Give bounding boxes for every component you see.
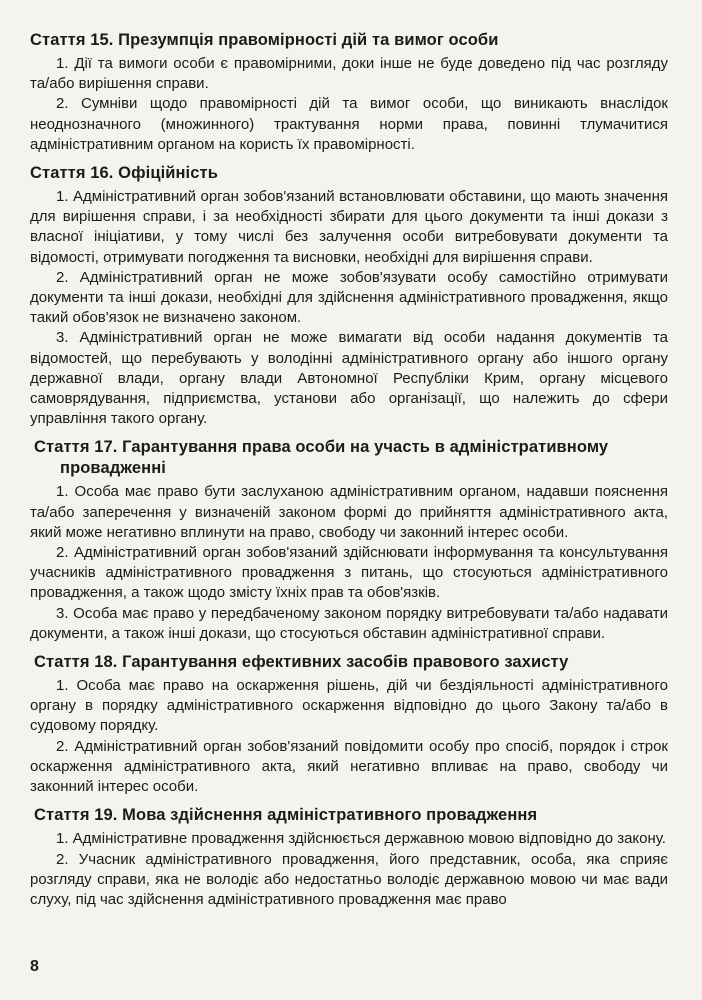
article-paragraph: 1. Особа має право на оскарження рішень, дій чи бездіяльності адміністративного органу в порядку адміністративного оскарження відповідно до цього Закону та/або в судовому порядку. — [30, 677, 668, 735]
article-paragraph: 2. Адміністративний орган зобов'язаний повідомити особу про спосіб, порядок і строк оскарження адміністративного акта, який негативно впливає на право, свободу чи законний інтерес особи. — [30, 737, 668, 796]
article-17 — [30, 437, 668, 644]
article-heading-continuation: провадженні — [60, 459, 166, 478]
article-paragraph: 2. Учасник адміністративного провадження, його представник, особа, яка сприяє розгляду справи, яка не володіє або недостатньо володіє державною мовою чи має вади слуху, під час здійснення адміністративного провадження має право — [30, 850, 668, 908]
article-paragraph: 3. Адміністративний орган не може вимагати від особи надання документів та відомостей, що перебувають у володінні адміністративного органу або іншого органу державної влади, органу влади Автономної Республіки Крим, органу місцевого самоврядування, підприємства, установи або організації, що належить до сфери управління такого органу. — [30, 329, 668, 428]
article-18 — [30, 652, 668, 797]
article-paragraph: 1. Дії та вимоги особи є правомірними, доки інше не буде доведено під час розгляду та/або вирішення справи. — [30, 55, 668, 93]
article-19 — [30, 805, 668, 910]
article-paragraph: 1. Особа має право бути заслуханою адміністративним органом, надавши пояснення та/або заперечення у визначеній законом формі до прийняття адміністративного акта, який може негативно вплинути на право, свободу чи законний інтерес особи. — [30, 483, 668, 541]
article-16 — [30, 163, 668, 429]
article-heading: Стаття 16. Офіційність — [30, 164, 218, 183]
article-heading-line: Стаття 17. Гарантування права особи на участь в адміністративному — [34, 438, 609, 457]
article-heading: Стаття 15. Презумпція правомірності дій та вимог особи — [30, 31, 499, 49]
article-paragraph: 2. Сумніви щодо правомірності дій та вимог особи, що виникають внаслідок неоднозначного (множинного) трактування норми права, повинні тлумачитися адміністративним органом на користь їх правомірності. — [30, 95, 668, 153]
article-paragraph: 1. Адміністративне провадження здійснюється державною мовою відповідно до закону. — [56, 830, 666, 848]
article-15 — [30, 30, 668, 155]
article-heading: Стаття 19. Мова здійснення адміністративного провадження — [34, 806, 538, 825]
page-number: 8 — [30, 958, 39, 975]
article-paragraph: 2. Адміністративний орган зобов'язаний здійснювати інформування та консультування учасників адміністративного провадження з питань, що стосуються адміністративного провадження, а також щодо змісту їхніх прав та обов'язків. — [30, 544, 668, 602]
article-heading — [30, 437, 668, 479]
article-heading: Стаття 18. Гарантування ефективних засобів правового захисту — [34, 653, 569, 672]
article-paragraph: 3. Особа має право у передбаченому законом порядку витребовувати та/або надавати документи, а також інші докази, що стосуються обставин адміністративної справи. — [30, 604, 668, 642]
article-paragraph: 2. Адміністративний орган не може зобов'язувати особу самостійно отримувати документи та інші докази, необхідні для здійснення адміністративного провадження, якщо такий обов'язок не визначено законом. — [30, 268, 668, 327]
article-paragraph: 1. Адміністративний орган зобов'язаний встановлювати обставини, що мають значення для вирішення справи, і за необхідності збирати для цього документи та інші докази з власної ініціативи, у тому числі без залучення особи витребовувати документи та відомості, отримувати погодження та висновки, необхідні для вирішення справи. — [30, 188, 668, 266]
